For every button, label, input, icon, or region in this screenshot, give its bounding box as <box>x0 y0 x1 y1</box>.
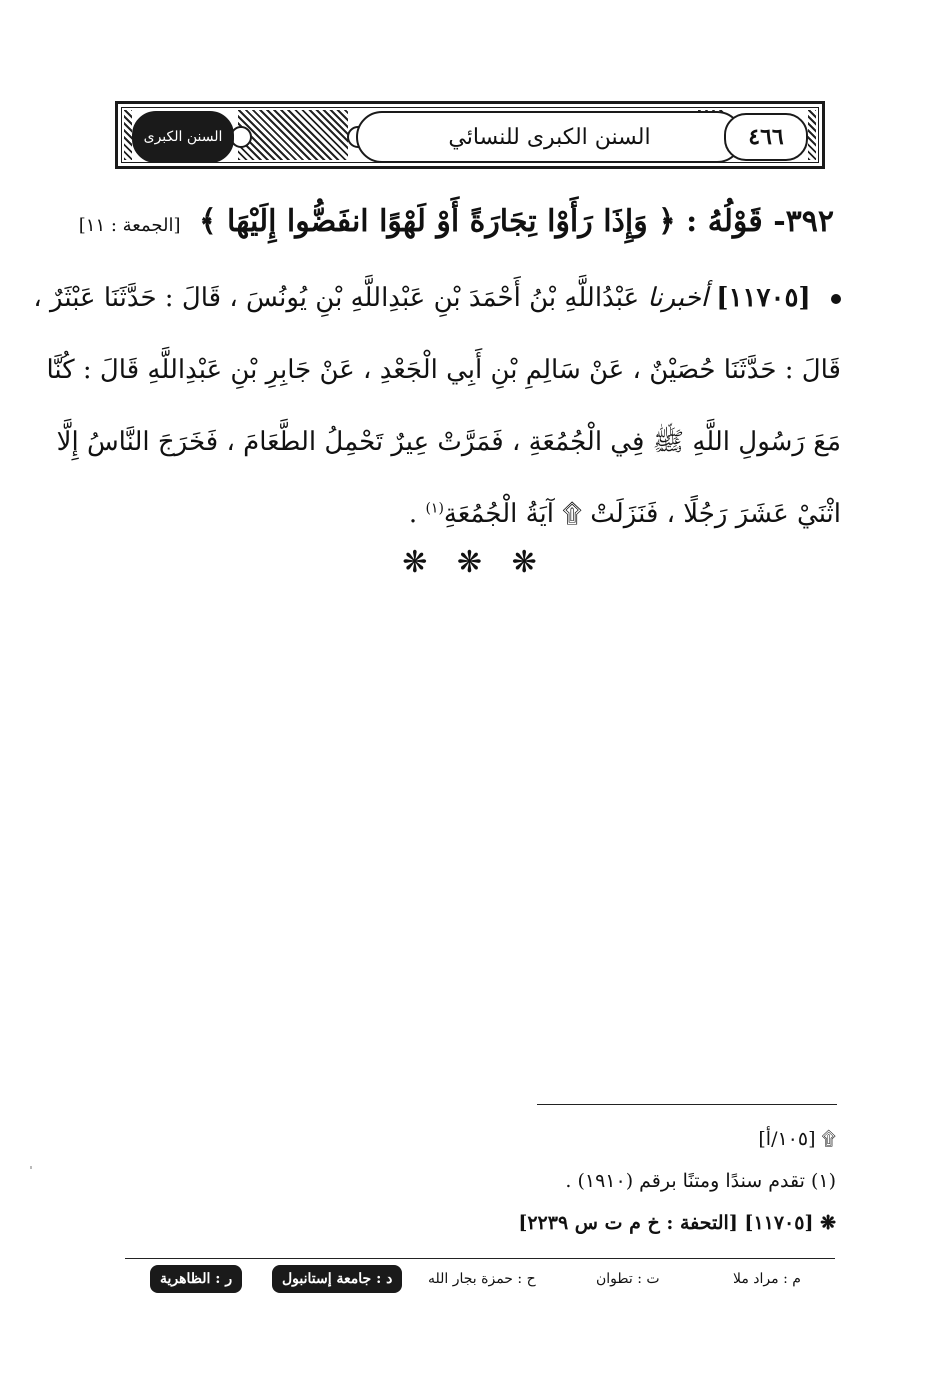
page-header <box>115 101 825 169</box>
akhbarana-word: أخبرنا <box>647 283 709 313</box>
siglum-r: ر : الظاهرية <box>150 1265 242 1293</box>
chapter-heading <box>78 196 834 252</box>
margin-speck <box>30 1166 32 1169</box>
hadith-line-1-text: عَبْدُاللَّهِ بْنُ أَحْمَدَ بْنِ عَبْدِاللَّهِ بْنِ يُونُسَ ، قَالَ : حَدَّثَنَا عَبْثَرٌ ، <box>33 283 640 313</box>
hadith-line-4 <box>101 478 841 550</box>
hadith-line-2: قَالَ : حَدَّثَنَا حُصَيْنٌ ، عَنْ سَالِمِ بْنِ أَبِي الْجَعْدِ ، عَنْ جَابِرِ بْنِ عَبْدِاللَّهِ قَالَ : كُنَّا <box>46 355 841 385</box>
verse-reference: [الجمعة : ١١] <box>78 215 181 236</box>
hadith-text <box>33 262 841 550</box>
bullet-icon <box>831 294 841 304</box>
tuhfa-reference: ❋ [١١٧٠٥] [التحفة : خ م ت س ٢٢٣٩] <box>518 1212 836 1234</box>
siglum-h: ح : حمزة بجار الله <box>428 1271 536 1287</box>
page-number-text: ٤٦٦ <box>748 124 784 150</box>
book-logo-emblem <box>132 111 234 163</box>
hadith-number: [١١٧٠٥] <box>716 283 811 313</box>
footnote-reference: (١) <box>425 500 444 517</box>
hadith-line-4-end: . <box>408 499 426 529</box>
chapter-title: ٣٩٢- قَوْلُهُ : ﴿ وَإِذَا رَأَوْا تِجَارَةً أَوْ لَهْوًا انفَضُّوا إِلَيْهَا ﴾ <box>198 204 834 239</box>
footnote-1: (١) تقدم سندًا ومتنًا برقم (١٩١٠) . <box>565 1170 836 1192</box>
bottom-divider <box>125 1258 835 1259</box>
header-ornament-right-edge <box>808 110 816 160</box>
siglum-d: د : جامعة إستانبول <box>272 1265 402 1293</box>
page-number <box>724 113 808 161</box>
header-ornament-left-edge <box>124 110 132 160</box>
siglum-m: م : مراد ملا <box>733 1271 801 1287</box>
folio-note: ۩ [١٠٥/أ] <box>758 1128 836 1150</box>
hadith-line-3: مَعَ رَسُولِ اللَّهِ ﷺ فِي الْجُمُعَةِ ، فَمَرَّتْ عِيرٌ تَحْمِلُ الطَّعَامَ ، فَخَرَجَ النَّاسُ إِلَّا <box>56 427 841 457</box>
header-ornament-left <box>238 110 348 160</box>
section-separator: ❋ ❋ ❋ <box>402 545 547 580</box>
running-title <box>356 111 743 163</box>
hadith-line-1 <box>33 262 841 334</box>
siglum-t: ت : تطوان <box>596 1271 660 1287</box>
footnote-divider <box>537 1104 837 1105</box>
footnotes <box>236 1118 836 1244</box>
book-logo-text: السنن الكبرى <box>143 129 223 145</box>
running-title-text: السنن الكبرى للنسائي <box>448 124 651 150</box>
hadith-line-4-text: اثْنَيْ عَشَرَ رَجُلًا ، فَنَزَلَتْ ۩ آيَةُ الْجُمُعَةِ <box>443 499 841 529</box>
